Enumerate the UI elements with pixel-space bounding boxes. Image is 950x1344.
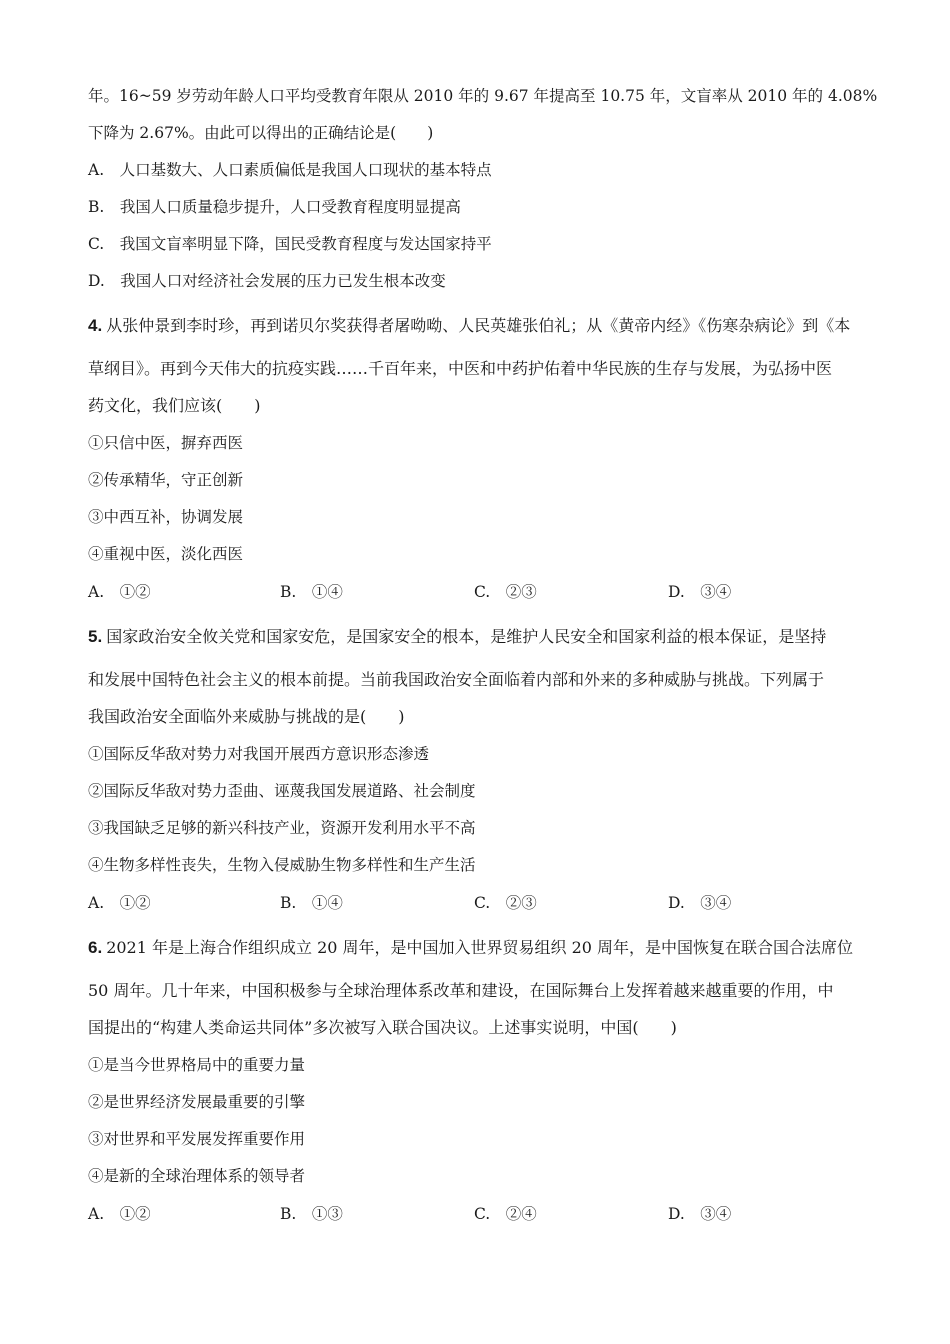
q5-choice-c: C. ②③ xyxy=(474,894,537,912)
q4-stem-line-1: 4. 从张仲景到李时珍，再到诺贝尔奖获得者屠呦呦、人民英雄张伯礼；从《黄帝内经》《伤寒杂病论》到《本 xyxy=(88,316,851,335)
q5-stem-line-2: 和发展中国特色社会主义的根本前提。当前我国政治安全面临着内部和外来的多种威胁与挑战。下列属于 xyxy=(88,670,825,689)
q6-choice-a: A. ①② xyxy=(88,1205,151,1223)
q6-statement-1: ①是当今世界格局中的重要力量 xyxy=(88,1056,306,1074)
q3-option-b: B. 我国人口质量稳步提升，人口受教育程度明显提高 xyxy=(88,198,461,216)
q6-choice-d: D. ③④ xyxy=(668,1205,732,1223)
q5-stem-line-3: 我国政治安全面临外来威胁与挑战的是( ) xyxy=(88,707,405,726)
q6-statement-3: ③对世界和平发展发挥重要作用 xyxy=(88,1130,306,1148)
q4-choice-b: B. ①④ xyxy=(280,583,343,601)
q6-statement-2: ②是世界经济发展最重要的引擎 xyxy=(88,1093,306,1111)
q6-number: 6. xyxy=(88,938,103,957)
q3-stem-line-2: 下降为 2.67%。由此可以得出的正确结论是( ) xyxy=(88,124,434,142)
q4-statement-4: ④重视中医，淡化西医 xyxy=(88,545,244,563)
q6-stem-line-3: 国提出的“构建人类命运共同体”多次被写入联合国决议。上述事实说明，中国( ) xyxy=(88,1018,677,1037)
q3-option-d: D. 我国人口对经济社会发展的压力已发生根本改变 xyxy=(88,272,446,290)
q3-option-a: A. 人口基数大、人口素质偏低是我国人口现状的基本特点 xyxy=(88,161,492,179)
q6-choice-c: C. ②④ xyxy=(474,1205,537,1223)
q5-statement-3: ③我国缺乏足够的新兴科技产业，资源开发利用水平不高 xyxy=(88,819,476,837)
q4-statement-1: ①只信中医，摒弃西医 xyxy=(88,434,244,452)
q5-choice-a: A. ①② xyxy=(88,894,151,912)
q4-statement-2: ②传承精华，守正创新 xyxy=(88,471,244,489)
q5-statement-1: ①国际反华敌对势力对我国开展西方意识形态渗透 xyxy=(88,745,430,763)
q5-statement-2: ②国际反华敌对势力歪曲、诬蔑我国发展道路、社会制度 xyxy=(88,782,476,800)
q5-statement-4: ④生物多样性丧失，生物入侵威胁生物多样性和生产生活 xyxy=(88,856,476,874)
q4-choice-a: A. ①② xyxy=(88,583,151,601)
q4-stem-line-3: 药文化，我们应该( ) xyxy=(88,396,261,415)
q6-stem-line-2: 50 周年。几十年来，中国积极参与全球治理体系改革和建设，在国际舞台上发挥着越来越重要的作用，中 xyxy=(88,981,834,1000)
q4-statement-3: ③中西互补，协调发展 xyxy=(88,508,244,526)
q6-choice-b: B. ①③ xyxy=(280,1205,343,1223)
q6-stem-line-1: 6. 2021 年是上海合作组织成立 20 周年，是中国加入世界贸易组织 20 周年，是中国恢复在联合国合法席位 xyxy=(88,938,854,957)
q3-stem-line-1: 年。16~59 岁劳动年龄人口平均受教育年限从 2010 年的 9.67 年提高至 10.75 年，文盲率从 2010 年的 4.08% xyxy=(88,87,878,105)
q6-statement-4: ④是新的全球治理体系的领导者 xyxy=(88,1167,306,1185)
q4-number: 4. xyxy=(88,316,103,335)
q5-choice-d: D. ③④ xyxy=(668,894,732,912)
q3-option-c: C. 我国文盲率明显下降，国民受教育程度与发达国家持平 xyxy=(88,235,492,253)
q4-choice-d: D. ③④ xyxy=(668,583,732,601)
q5-stem-line-1: 5. 国家政治安全攸关党和国家安危，是国家安全的根本，是维护人民安全和国家利益的根本保证，是坚持 xyxy=(88,627,827,646)
q5-choice-b: B. ①④ xyxy=(280,894,343,912)
q4-stem-line-2: 草纲目》。再到今天伟大的抗疫实践……千百年来，中医和中药护佑着中华民族的生存与发展，为弘扬中医 xyxy=(88,359,833,378)
q4-choice-c: C. ②③ xyxy=(474,583,537,601)
q5-number: 5. xyxy=(88,627,103,646)
